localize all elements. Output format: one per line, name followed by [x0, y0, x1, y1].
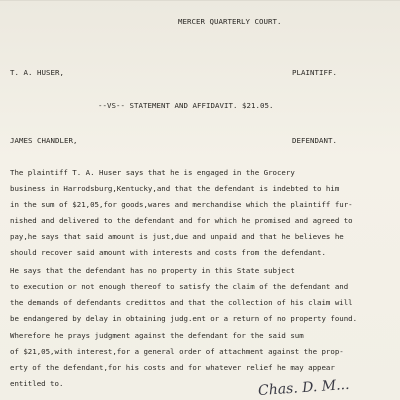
body-line: The plaintiff T. A. Huser says that he is engaged in the Grocery	[10, 168, 295, 177]
body-line: business in Harrodsburg,Kentucky,and that the defendant is indebted to him	[10, 184, 340, 193]
handwritten-signature: Chas. D. M...	[257, 376, 350, 400]
body-line: should recover said amount with interests and costs from the defendant.	[10, 248, 326, 257]
body-line: to execution or not enough thereof to satisfy the claim of the defendant and	[10, 282, 349, 291]
plaintiff-label: PLAINTIFF.	[292, 68, 337, 77]
body-line: nished and delivered to the defendant and for which he promised and agreed to	[10, 216, 353, 225]
body-line: pay,he says that said amount is just,due and unpaid and that he believes he	[10, 232, 344, 241]
plaintiff-name: T. A. HUSER,	[10, 68, 64, 77]
defendant-name: JAMES CHANDLER,	[10, 136, 78, 145]
court-heading: MERCER QUARTERLY COURT.	[178, 17, 282, 26]
body-line: be endangered by delay in obtaining judg.ent or a return of no property found.	[10, 314, 358, 323]
body-line: Wherefore he prays judgment against the defendant for the said sum	[10, 331, 304, 340]
body-line: the demands of defendants credittos and that the collection of his claim will	[10, 298, 353, 307]
top-edge-shadow	[0, 0, 400, 1]
body-line: erty of the defendant,for his costs and for whatever relief he may appear	[10, 363, 335, 372]
body-line: entitled to.	[10, 379, 64, 388]
body-line: in the sum of $21,05,for goods,wares and merchandise which the plaintiff fur-	[10, 200, 353, 209]
body-line: of $21,05,with interest,for a general order of attachment against the prop-	[10, 347, 344, 356]
versus-statement-line: --VS-- STATEMENT AND AFFIDAVIT. $21.05.	[98, 101, 274, 110]
body-line: He says that the defendant has no property in this State subject	[10, 266, 295, 275]
defendant-label: DEFENDANT.	[292, 136, 337, 145]
